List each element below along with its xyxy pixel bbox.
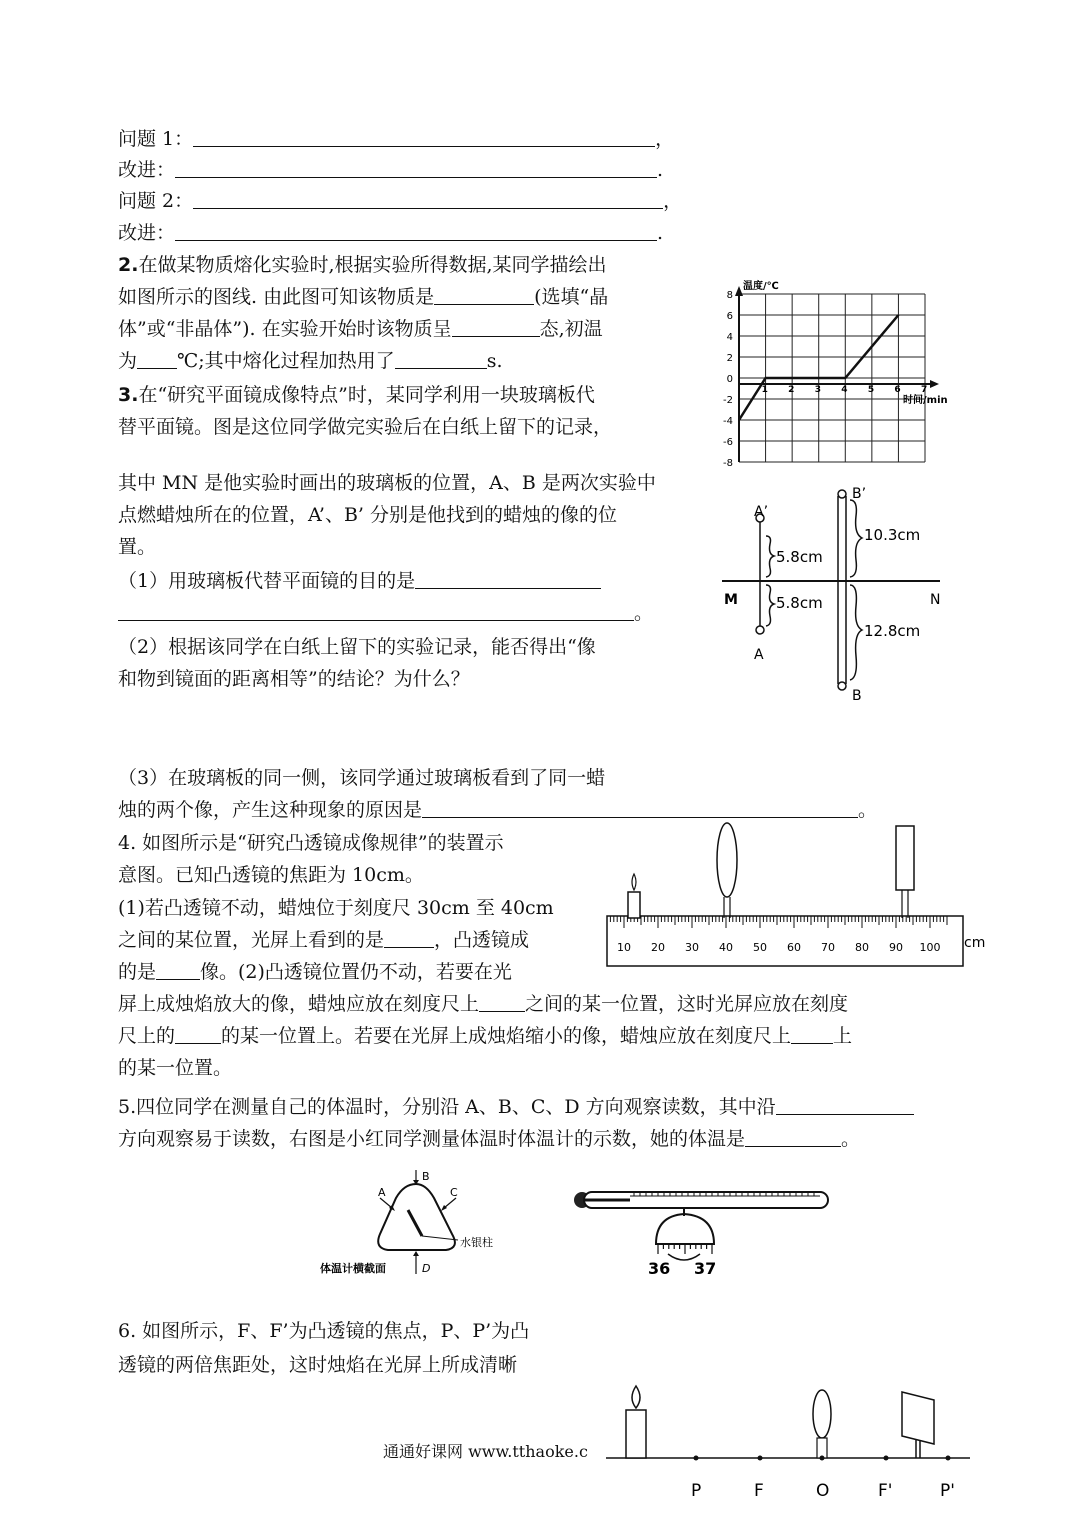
y-tick-label: 6 <box>726 311 733 322</box>
point-B <box>838 682 846 690</box>
answer-blank[interactable] <box>193 188 663 209</box>
x-tick-label: 7 <box>921 385 928 395</box>
y-tick-label: -2 <box>723 395 733 406</box>
q3-line1: 3.在“研究平面镜成像特点”时，某同学利用一块玻璃板代 <box>118 384 595 406</box>
label-N: N <box>930 592 941 608</box>
x-tick-label: 4 <box>841 385 848 395</box>
label-D: D <box>422 1262 431 1275</box>
answer-blank[interactable] <box>479 991 525 1012</box>
answer-blank[interactable] <box>422 797 858 818</box>
answer-blank[interactable] <box>175 1023 221 1044</box>
answer-blank[interactable] <box>175 157 657 178</box>
answer-blank[interactable] <box>791 1023 833 1044</box>
graph-ylabel: 温度/℃ <box>743 281 779 292</box>
label-B-image: B’ <box>852 486 867 502</box>
distance-A-image: 5.8cm <box>776 548 823 566</box>
label-F-prime: F' <box>878 1481 893 1501</box>
label-C: C <box>450 1186 458 1199</box>
ruler-label: 10 <box>617 941 631 954</box>
q1-problem1: 问题 1： ， <box>118 128 675 150</box>
magnifier-icon <box>656 1214 714 1244</box>
q3-line4: 点燃蜡烛所在的位置，A’、B’ 分别是他找到的蜡烛的像的位 <box>118 504 618 526</box>
label-mercury: 水银柱 <box>460 1236 493 1249</box>
q6-line2: 透镜的两倍焦距处，这时烛焰在光屏上所成清晰 <box>118 1354 518 1376</box>
answer-blank[interactable] <box>156 959 200 980</box>
q2-line3: 体”或“非晶体”). 在实验开始时该物质呈 态,初温 <box>118 318 603 340</box>
q2-line2: 如图所示的图线. 由此图可知该物质是 (选填“晶 <box>118 286 609 308</box>
candle <box>626 1410 646 1458</box>
q5-line2: 方向观察易于读数，右图是小红同学测量体温时体温计的示数，她的体温是 。 <box>118 1128 861 1150</box>
q6-line1: 6. 如图所示，F、F’为凸透镜的焦点，P、P’为凸 <box>118 1320 530 1342</box>
answer-blank[interactable] <box>193 126 655 147</box>
cross-section-shape <box>378 1184 455 1250</box>
convex-lens <box>813 1390 831 1438</box>
q3-sub2b: 和物到镜面的距离相等”的结论？为什么？ <box>118 668 470 690</box>
candle <box>628 892 640 918</box>
answer-blank[interactable] <box>452 316 540 337</box>
q5-line1: 5.四位同学在测量自己的体温时，分别沿 A、B、C、D 方向观察读数，其中沿 <box>118 1092 914 1122</box>
q3-sub3b: 烛的两个像，产生这种现象的原因是 。 <box>118 799 878 821</box>
x-tick-label: 6 <box>894 385 901 395</box>
distance-A: 5.8cm <box>776 594 823 612</box>
point-B-image <box>838 490 846 498</box>
reading-36: 36 <box>648 1259 671 1278</box>
q4-line3: (1)若凸透镜不动，蜡烛位于刻度尺 30cm 至 40cm <box>118 897 554 919</box>
answer-blank[interactable] <box>118 600 634 621</box>
y-tick-label: 8 <box>726 290 733 301</box>
q3-line3: 其中 MN 是他实验时画出的玻璃板的位置，A、B 是两次实验中 <box>118 472 656 494</box>
brace-icon <box>766 536 774 577</box>
focal-points-figure <box>600 1386 980 1506</box>
arrow-icon <box>413 1251 419 1256</box>
x-tick-label: 1 <box>761 385 768 395</box>
flame-icon <box>632 1386 640 1408</box>
label-B: B <box>852 688 862 704</box>
y-tick-label: -6 <box>723 437 733 448</box>
footer-watermark: 通通好课网 www.tthaoke.c <box>383 1442 588 1461</box>
ruler-label: 30 <box>685 941 699 954</box>
melting-graph <box>705 272 970 472</box>
lens-bench-figure <box>600 820 1000 970</box>
convex-lens <box>717 823 737 897</box>
label-O: O <box>816 1481 830 1501</box>
ruler-label: 70 <box>821 941 835 954</box>
y-tick-label: 0 <box>726 374 733 385</box>
q3-line2: 替平面镜。图是这位同学做完实验后在白纸上留下的记录， <box>118 416 613 438</box>
mirror-record-figure <box>712 480 962 705</box>
label-P: P <box>691 1481 702 1501</box>
answer-blank[interactable] <box>434 284 534 305</box>
label-A: A <box>378 1186 386 1199</box>
ruler-label: 40 <box>719 941 733 954</box>
label-F: F <box>754 1481 764 1501</box>
ruler-label: 100 <box>919 941 941 954</box>
brace-icon <box>766 585 774 626</box>
q3-sub1-cont: 。 <box>118 598 653 628</box>
arrow-icon <box>930 380 939 388</box>
label-section: 体温计横截面 <box>320 1262 386 1275</box>
q1-improve2: 改进： . <box>118 222 664 244</box>
flame-icon <box>632 874 636 890</box>
graph-y-tick-labels <box>723 290 733 469</box>
distance-B-image: 10.3cm <box>864 526 921 544</box>
q4-line4: 之间的某位置，光屏上看到的是 ，凸透镜成 <box>118 929 530 951</box>
label-P-prime: P' <box>940 1481 955 1501</box>
q3-sub2a: （2）根据该同学在白纸上留下的实验记录，能否得出“像 <box>118 636 596 658</box>
y-tick-label: -8 <box>723 458 733 469</box>
q4-line5: 的是 像。(2)凸透镜位置仍不动，若要在光 <box>118 961 512 983</box>
answer-blank[interactable] <box>415 568 601 589</box>
ruler-label: 90 <box>889 941 903 954</box>
q1-problem2: 问题 2： ， <box>118 190 683 212</box>
light-screen <box>902 1392 934 1444</box>
ruler-unit: cm <box>964 935 986 951</box>
y-tick-label: 4 <box>726 332 733 343</box>
q2-line4: 为 ℃;其中熔化过程加热用了 s. <box>118 350 503 372</box>
brace-icon <box>850 500 862 577</box>
x-tick-label: 5 <box>867 385 875 395</box>
graph-xlabel: 时间/min <box>903 395 948 406</box>
point-A <box>756 626 764 634</box>
answer-blank[interactable] <box>175 220 657 241</box>
q4-line6: 屏上成烛焰放大的像，蜡烛应放在刻度尺上 之间的某一位置，这时光屏应放在刻度 <box>118 993 849 1015</box>
ruler-label: 20 <box>651 941 665 954</box>
q3-line5: 置。 <box>118 536 157 558</box>
x-tick-label: 2 <box>788 385 795 395</box>
label-A: A <box>754 647 764 663</box>
q4-line7: 尺上的 的某一位置上。若要在光屏上成烛焰缩小的像，蜡烛应放在刻度尺上 上 <box>118 1025 853 1047</box>
answer-blank[interactable] <box>395 348 487 369</box>
q4-line1: 4. 如图所示是“研究凸透镜成像规律”的装置示 <box>118 832 504 854</box>
answer-blank[interactable] <box>384 927 434 948</box>
ruler-label: 50 <box>753 941 767 954</box>
label-A-image: A’ <box>754 504 769 520</box>
distance-B: 12.8cm <box>864 622 921 640</box>
q3-sub1: （1）用玻璃板代替平面镜的目的是 <box>118 566 601 596</box>
label-M: M <box>724 592 738 608</box>
y-tick-label: 2 <box>726 353 733 364</box>
q2-line1: 2.在做某物质熔化实验时,根据实验所得数据,某同学描绘出 <box>118 254 607 276</box>
answer-blank[interactable] <box>137 348 177 369</box>
q4-line8: 的某一位置。 <box>118 1057 233 1079</box>
ruler-label: 80 <box>855 941 869 954</box>
answer-blank[interactable] <box>745 1126 841 1147</box>
reading-37: 37 <box>694 1259 717 1278</box>
q1-improve1: 改进： . <box>118 159 664 181</box>
ruler-label: 60 <box>787 941 801 954</box>
q3-sub3a: （3）在玻璃板的同一侧，该同学通过玻璃板看到了同一蜡 <box>118 767 606 789</box>
light-screen <box>896 826 914 890</box>
q4-line2: 意图。已知凸透镜的焦距为 10cm。 <box>118 864 424 886</box>
label-B: B <box>422 1170 430 1183</box>
arrow-icon <box>735 286 743 296</box>
x-tick-label: 3 <box>814 385 821 395</box>
clinical-thermometer <box>568 1186 838 1278</box>
graph-x-tick-labels <box>762 385 928 395</box>
answer-blank[interactable] <box>776 1094 914 1115</box>
y-tick-label: -4 <box>723 416 733 427</box>
brace-icon <box>850 585 862 680</box>
thermometer-cross-section <box>318 1168 493 1280</box>
